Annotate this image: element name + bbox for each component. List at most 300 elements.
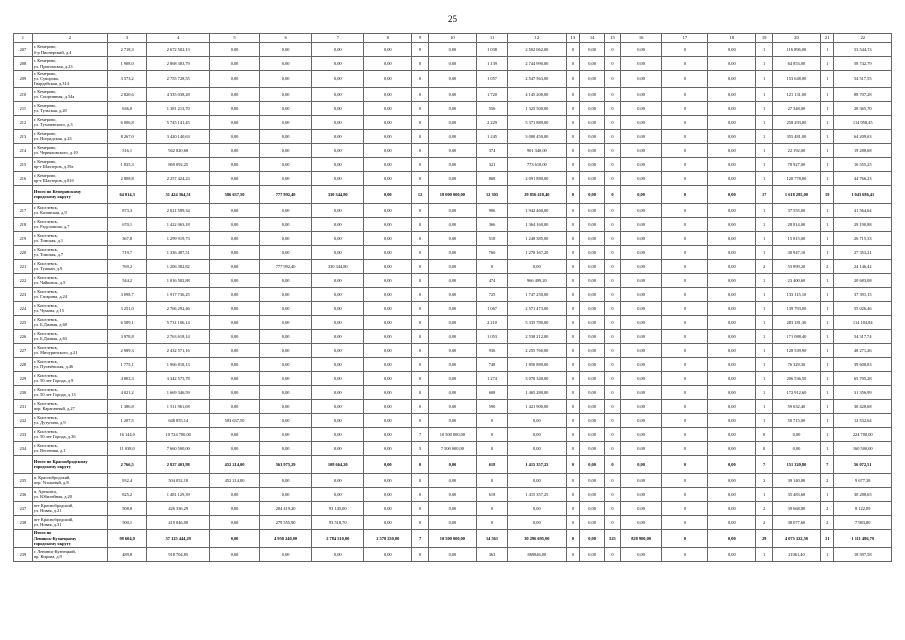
- value-cell: 0,00: [312, 71, 364, 88]
- value-cell: 0,00: [708, 441, 756, 455]
- value-cell: 2 432 571,16: [147, 343, 210, 357]
- value-cell: 16 144,0: [107, 427, 147, 441]
- value-cell: 0: [662, 259, 708, 273]
- value-cell: 5 371 889,00: [508, 115, 566, 129]
- value-cell: 0: [662, 357, 708, 371]
- value-cell: 0: [605, 203, 621, 217]
- value-cell: 0,00: [428, 87, 476, 101]
- table-row: [14, 315, 892, 329]
- value-cell: 0,00: [364, 143, 412, 157]
- value-cell: 51 424 364,51: [147, 185, 210, 203]
- value-cell: 1: [820, 245, 834, 259]
- value-cell: 906: [476, 203, 507, 217]
- value-cell: 544,2: [107, 273, 147, 287]
- value-cell: 0,00: [580, 101, 605, 115]
- value-cell: 39 668,80: [772, 501, 820, 515]
- value-cell: 0: [412, 287, 429, 301]
- value-cell: 0,00: [580, 357, 605, 371]
- value-cell: 0,00: [428, 329, 476, 343]
- value-cell: 22 192,00: [772, 143, 820, 157]
- value-cell: 0,00: [708, 487, 756, 501]
- value-cell: 30 947,10: [772, 245, 820, 259]
- value-cell: 0,00: [428, 287, 476, 301]
- value-cell: 1: [756, 203, 773, 217]
- value-cell: 0: [662, 385, 708, 399]
- value-cell: 133 115,10: [772, 287, 820, 301]
- value-cell: 0: [662, 547, 708, 561]
- data-table: [13, 33, 892, 562]
- value-cell: 0,00: [708, 413, 756, 427]
- value-cell: 0: [662, 217, 708, 231]
- value-cell: 0,00: [428, 385, 476, 399]
- value-cell: 0,00: [428, 245, 476, 259]
- value-cell: 7 983,80: [834, 515, 892, 529]
- value-cell: 19 288,68: [834, 143, 892, 157]
- value-cell: 0,00: [708, 71, 756, 88]
- value-cell: 0,00: [508, 441, 566, 455]
- value-cell: 11 038,0: [107, 441, 147, 455]
- row-number-cell: 218: [14, 217, 33, 231]
- value-cell: 0,00: [364, 287, 412, 301]
- address-cell: г. Кемерово, б-р Пионерский, д.4: [32, 43, 107, 57]
- value-cell: 0: [662, 101, 708, 115]
- value-cell: 139 793,00: [772, 301, 820, 315]
- value-cell: 0: [566, 501, 580, 515]
- value-cell: 37 555,00: [772, 203, 820, 217]
- value-cell: 1 274: [476, 371, 507, 385]
- value-cell: 321: [476, 157, 507, 171]
- value-cell: 6 589,1: [107, 315, 147, 329]
- value-cell: 366: [476, 217, 507, 231]
- value-cell: 1 207,5: [107, 413, 147, 427]
- value-cell: 1: [756, 129, 773, 143]
- value-cell: 64 209,63: [834, 129, 892, 143]
- value-cell: 0,00: [708, 129, 756, 143]
- value-cell: 88 707,28: [834, 87, 892, 101]
- value-cell: 1: [756, 547, 773, 561]
- address-cell: г. Кемерово, ул. Тухачевского, д.3: [32, 115, 107, 129]
- value-cell: 0,00: [620, 399, 662, 413]
- value-cell: 0: [566, 385, 580, 399]
- value-cell: 0: [605, 273, 621, 287]
- value-cell: 1 299 919,73: [147, 231, 210, 245]
- value-cell: 59 632,40: [772, 399, 820, 413]
- address-cell: п. Артышта, ул. Юбилейная, д.20: [32, 487, 107, 501]
- value-cell: 20 683,08: [834, 273, 892, 287]
- value-cell: 452 214,00: [210, 455, 260, 473]
- value-cell: 2 766 292,46: [147, 301, 210, 315]
- row-number-cell: 238: [14, 515, 33, 529]
- table-row: [14, 43, 892, 57]
- value-cell: 15 815,00: [772, 231, 820, 245]
- address-cell: г. Кемерово, пр-т Шахтеров, д.59а: [32, 157, 107, 171]
- value-cell: 1: [756, 329, 773, 343]
- table-row: [14, 273, 892, 287]
- value-cell: 1: [756, 287, 773, 301]
- value-cell: 0,00: [708, 87, 756, 101]
- value-cell: 17: [756, 185, 773, 203]
- value-cell: 3 098,7: [107, 287, 147, 301]
- value-cell: 0,00: [620, 87, 662, 101]
- value-cell: 3 000 450,00: [508, 129, 566, 143]
- address-cell: г. Кемерово, ул. Тульская, д.20: [32, 101, 107, 115]
- value-cell: 1: [756, 157, 773, 171]
- value-cell: 0: [566, 487, 580, 501]
- value-cell: 1: [820, 157, 834, 171]
- value-cell: 0,00: [210, 287, 260, 301]
- value-cell: 2: [820, 501, 834, 515]
- address-cell: г. Кемерово, ул. Ноградская, д.23: [32, 129, 107, 143]
- value-cell: 0: [605, 129, 621, 143]
- value-cell: 0,00: [428, 487, 476, 501]
- value-cell: 0,00: [580, 427, 605, 441]
- value-cell: 2: [820, 515, 834, 529]
- value-cell: 2 672 502,13: [147, 43, 210, 57]
- value-cell: 0: [662, 529, 708, 547]
- table-row: [14, 217, 892, 231]
- row-number-cell: 215: [14, 157, 33, 171]
- value-cell: 0: [605, 473, 621, 487]
- address-cell: г. Кемерово, ул. Суворова, Гвардейская, д.314: [32, 71, 107, 88]
- value-cell: 0: [566, 287, 580, 301]
- value-cell: 0,00: [210, 245, 260, 259]
- value-cell: 39 608,83: [834, 357, 892, 371]
- column-header: 7: [312, 34, 364, 43]
- table-row: [14, 101, 892, 115]
- value-cell: 0: [566, 231, 580, 245]
- value-cell: 0,00: [364, 245, 412, 259]
- value-cell: 0,00: [708, 371, 756, 385]
- value-cell: 1 942 460,00: [508, 203, 566, 217]
- value-cell: 0: [605, 217, 621, 231]
- value-cell: 0,00: [708, 259, 756, 273]
- value-cell: 330 344,80: [312, 185, 364, 203]
- row-number-cell: 228: [14, 357, 33, 371]
- value-cell: 1 111 486,79: [834, 529, 892, 547]
- value-cell: 3 573,2: [107, 71, 147, 88]
- value-cell: 0,00: [428, 273, 476, 287]
- value-cell: 873,3: [107, 203, 147, 217]
- value-cell: 14 561: [476, 529, 507, 547]
- value-cell: 0,00: [708, 515, 756, 529]
- value-cell: 16 555,25: [834, 157, 892, 171]
- value-cell: 2 718,3: [107, 43, 147, 57]
- value-cell: 0: [662, 515, 708, 529]
- table-row: [14, 473, 892, 487]
- value-cell: 586 637,50: [210, 185, 260, 203]
- value-cell: 0,00: [580, 203, 605, 217]
- table-row: [14, 143, 892, 157]
- value-cell: 2 868 383,79: [147, 57, 210, 71]
- value-cell: 0: [662, 343, 708, 357]
- value-cell: 0,00: [364, 473, 412, 487]
- value-cell: 0,00: [580, 547, 605, 561]
- value-cell: 0,00: [580, 329, 605, 343]
- value-cell: 0,00: [580, 273, 605, 287]
- value-cell: 0: [412, 385, 429, 399]
- value-cell: 2 571 473,00: [508, 301, 566, 315]
- value-cell: 363: [476, 547, 507, 561]
- value-cell: 0,00: [364, 87, 412, 101]
- value-cell: 0,00: [708, 547, 756, 561]
- value-cell: 618: [476, 487, 507, 501]
- page-number: 25: [448, 14, 457, 24]
- table-row: [14, 413, 892, 427]
- value-cell: 648 855,14: [147, 413, 210, 427]
- value-cell: 0: [412, 203, 429, 217]
- value-cell: 773 610,00: [508, 157, 566, 171]
- address-cell: г. Киселевск, ул. 50 лет Города, д.13: [32, 385, 107, 399]
- address-cell: пгт Краснобродский, ул. Новая, д.21: [32, 501, 107, 515]
- value-cell: 1 908,0: [107, 57, 147, 71]
- value-cell: 1 336 487,51: [147, 245, 210, 259]
- value-cell: 12 532,64: [834, 413, 892, 427]
- value-cell: 1: [756, 301, 773, 315]
- value-cell: 1 053: [476, 329, 507, 343]
- value-cell: 0,00: [364, 441, 412, 455]
- value-cell: 0: [662, 413, 708, 427]
- value-cell: 0,00: [580, 399, 605, 413]
- value-cell: 0,00: [620, 71, 662, 88]
- value-cell: 0: [412, 273, 429, 287]
- value-cell: 0,00: [708, 329, 756, 343]
- value-cell: 2 808,8: [107, 171, 147, 185]
- table-row: [14, 301, 892, 315]
- value-cell: 0,00: [364, 371, 412, 385]
- value-cell: 121 131,00: [772, 87, 820, 101]
- value-cell: 0,00: [708, 57, 756, 71]
- value-cell: 0: [566, 329, 580, 343]
- value-cell: 1: [820, 547, 834, 561]
- row-number-cell: 219: [14, 231, 33, 245]
- value-cell: 35 483,60: [772, 487, 820, 501]
- value-cell: 0: [605, 115, 621, 129]
- value-cell: 0,00: [364, 157, 412, 171]
- table-row: [14, 87, 892, 101]
- value-cell: 48 271,26: [834, 343, 892, 357]
- value-cell: 1: [756, 357, 773, 371]
- value-cell: 0: [476, 515, 507, 529]
- value-cell: 0,00: [580, 315, 605, 329]
- value-cell: 932,4: [107, 473, 147, 487]
- value-cell: 0,00: [708, 245, 756, 259]
- value-cell: 0,00: [708, 157, 756, 171]
- table-row: [14, 57, 892, 71]
- value-cell: 0,00: [312, 101, 364, 115]
- value-cell: 1: [820, 43, 834, 57]
- value-cell: 0,00: [708, 501, 756, 515]
- value-cell: 0: [605, 413, 621, 427]
- value-cell: 0,00: [580, 217, 605, 231]
- value-cell: 0,00: [210, 57, 260, 71]
- row-number-cell: 229: [14, 371, 33, 385]
- column-header: 16: [620, 34, 662, 43]
- column-header: 3: [107, 34, 147, 43]
- value-cell: 0,00: [210, 129, 260, 143]
- value-cell: 0: [566, 441, 580, 455]
- value-cell: 8 122,09: [834, 501, 892, 515]
- value-cell: 27 348,00: [772, 101, 820, 115]
- value-cell: 7: [412, 427, 429, 441]
- value-cell: 0: [662, 57, 708, 71]
- value-cell: 563 975,29: [260, 455, 312, 473]
- value-cell: 0: [566, 57, 580, 71]
- value-cell: 1: [820, 217, 834, 231]
- value-cell: 0,00: [428, 231, 476, 245]
- value-cell: 0,00: [428, 371, 476, 385]
- column-header: 8: [364, 34, 412, 43]
- value-cell: 1: [756, 231, 773, 245]
- value-cell: 0,00: [364, 101, 412, 115]
- table-row: [14, 231, 892, 245]
- value-cell: 0: [662, 301, 708, 315]
- value-cell: 0,00: [364, 231, 412, 245]
- value-cell: 0: [605, 143, 621, 157]
- value-cell: 0,00: [364, 217, 412, 231]
- value-cell: 2 502 062,00: [508, 43, 566, 57]
- value-cell: 6 006,8: [107, 115, 147, 129]
- row-number-cell: [14, 529, 33, 547]
- column-header: 4: [147, 34, 210, 43]
- value-cell: 0: [662, 157, 708, 171]
- value-cell: 0,00: [364, 413, 412, 427]
- value-cell: 0,00: [620, 157, 662, 171]
- value-cell: 0,00: [364, 329, 412, 343]
- value-cell: 0,00: [260, 143, 312, 157]
- value-cell: 901 340,00: [508, 143, 566, 157]
- value-cell: 93 145,00: [312, 501, 364, 515]
- value-cell: 1: [820, 115, 834, 129]
- value-cell: 0: [566, 273, 580, 287]
- value-cell: 0: [412, 413, 429, 427]
- value-cell: 0,00: [708, 455, 756, 473]
- value-cell: 419 046,00: [147, 515, 210, 529]
- value-cell: 0: [605, 329, 621, 343]
- value-cell: 0: [605, 71, 621, 88]
- value-cell: 0,00: [428, 357, 476, 371]
- value-cell: 918 704,85: [147, 547, 210, 561]
- value-cell: 0,00: [620, 273, 662, 287]
- value-cell: 206 536,50: [772, 371, 820, 385]
- value-cell: 3 420 140,63: [147, 129, 210, 143]
- value-cell: 0,00: [364, 487, 412, 501]
- value-cell: 0,00: [210, 515, 260, 529]
- value-cell: 0,00: [620, 101, 662, 115]
- value-cell: 0,00: [210, 273, 260, 287]
- value-cell: 0,00: [708, 101, 756, 115]
- table-row: [14, 245, 892, 259]
- value-cell: 0: [412, 515, 429, 529]
- value-cell: 0,00: [580, 87, 605, 101]
- value-cell: 0: [476, 259, 507, 273]
- value-cell: 0,00: [708, 315, 756, 329]
- value-cell: 1: [820, 315, 834, 329]
- value-cell: 0: [662, 399, 708, 413]
- value-cell: 0: [605, 301, 621, 315]
- value-cell: 0: [605, 385, 621, 399]
- value-cell: 0: [566, 343, 580, 357]
- value-cell: 224 700,00: [834, 427, 892, 441]
- value-cell: 0,00: [708, 357, 756, 371]
- value-cell: 1 618 285,00: [772, 185, 820, 203]
- value-cell: 0: [662, 501, 708, 515]
- row-number-cell: [14, 185, 33, 203]
- value-cell: 2: [756, 473, 773, 487]
- value-cell: 0,00: [620, 115, 662, 129]
- value-cell: 777 992,40: [260, 259, 312, 273]
- value-cell: 452 214,00: [210, 473, 260, 487]
- value-cell: 0,00: [260, 57, 312, 71]
- value-cell: 0,00: [210, 203, 260, 217]
- value-cell: 1: [820, 171, 834, 185]
- value-cell: 21061,40: [772, 547, 820, 561]
- row-number-cell: 214: [14, 143, 33, 157]
- value-cell: 0,00: [260, 157, 312, 171]
- value-cell: 2 766,5: [107, 455, 147, 473]
- value-cell: 0,00: [312, 413, 364, 427]
- column-header: 10: [428, 34, 476, 43]
- value-cell: 54 317,74: [834, 329, 892, 343]
- value-cell: 0: [566, 71, 580, 88]
- value-cell: 64 014,3: [107, 185, 147, 203]
- value-cell: 0: [566, 185, 580, 203]
- value-cell: 0: [412, 87, 429, 101]
- value-cell: 64 853,00: [772, 57, 820, 71]
- value-cell: 0,00: [312, 143, 364, 157]
- value-cell: 0,00: [708, 185, 756, 203]
- value-cell: 0,00: [580, 115, 605, 129]
- column-header: 11: [476, 34, 507, 43]
- value-cell: 0,00: [260, 203, 312, 217]
- value-cell: 0,00: [428, 473, 476, 487]
- value-cell: 0: [605, 101, 621, 115]
- value-cell: 0,00: [312, 115, 364, 129]
- row-number-cell: 212: [14, 115, 33, 129]
- value-cell: 0: [412, 71, 429, 88]
- value-cell: 0,00: [364, 515, 412, 529]
- value-cell: 1: [820, 343, 834, 357]
- value-cell: 1: [820, 371, 834, 385]
- table-row: [14, 259, 892, 273]
- value-cell: 0,00: [312, 473, 364, 487]
- value-cell: 0: [566, 547, 580, 561]
- value-cell: 2 784 510,00: [312, 529, 364, 547]
- table-row: [14, 343, 892, 357]
- value-cell: 3 978,8: [107, 329, 147, 343]
- value-cell: 504 052,18: [147, 473, 210, 487]
- value-cell: 0,00: [708, 203, 756, 217]
- value-cell: 0: [412, 315, 429, 329]
- value-cell: 0,00: [364, 357, 412, 371]
- value-cell: 2 820,6: [107, 87, 147, 101]
- value-cell: 0: [605, 171, 621, 185]
- value-cell: 1: [820, 385, 834, 399]
- value-cell: 1 206 382,82: [147, 259, 210, 273]
- value-cell: 766: [476, 245, 507, 259]
- value-cell: 1: [820, 71, 834, 88]
- value-cell: 0,00: [210, 427, 260, 441]
- value-cell: 0,00: [364, 129, 412, 143]
- value-cell: 0,00: [312, 329, 364, 343]
- value-cell: 0,00: [580, 441, 605, 455]
- column-header: 5: [210, 34, 260, 43]
- value-cell: 0,00: [364, 43, 412, 57]
- value-cell: 153 648,00: [772, 71, 820, 88]
- value-cell: 0,00: [364, 185, 412, 203]
- value-cell: 1 422 063,18: [147, 217, 210, 231]
- value-cell: 0: [412, 171, 429, 185]
- table-row: [14, 203, 892, 217]
